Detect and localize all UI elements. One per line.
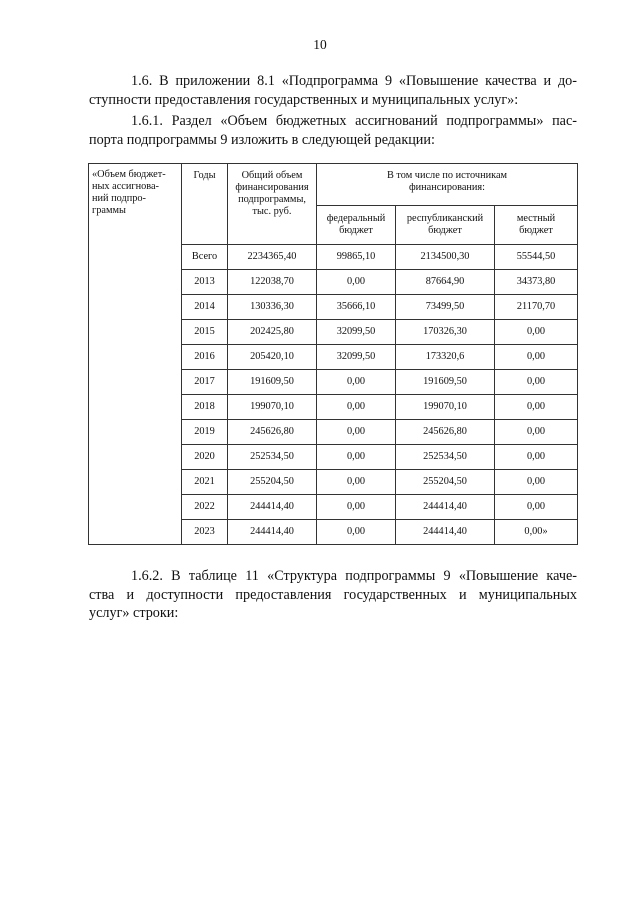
paragraph-line: порта подпрограммы 9 изложить в следующей редакции: [89, 131, 435, 148]
paragraph-1-6-2 [89, 567, 577, 623]
header-sources-line: В том числе по источникам [386, 170, 508, 181]
cell-federal: 0,00 [317, 470, 396, 495]
cell-total: 252534,50 [228, 445, 317, 470]
cell-year: 2016 [182, 345, 228, 370]
cell-republic: 245626,80 [396, 420, 495, 445]
cell-federal: 0,00 [317, 370, 396, 395]
header-local-line: местный [516, 213, 556, 224]
cell-year: 2021 [182, 470, 228, 495]
page-number: 10 [313, 37, 327, 52]
cell-republic: 244414,40 [396, 495, 495, 520]
header-federal-line: федеральный [326, 213, 386, 224]
cell-year: 2014 [182, 295, 228, 320]
paragraph-line: 1.6.1. Раздел «Объем бюджетных ассигнований подпрограммы» пас- [131, 113, 577, 129]
cell-local: 55544,50 [495, 245, 578, 270]
header-republic-line: республиканский [406, 213, 484, 224]
cell-federal: 0,00 [317, 270, 396, 295]
cell-total: 199070,10 [228, 395, 317, 420]
cell-total: 255204,50 [228, 470, 317, 495]
paragraph-line: услуг» строки: [89, 605, 179, 621]
budget-table [88, 163, 578, 545]
cell-total: 191609,50 [228, 370, 317, 395]
cell-local: 0,00 [495, 345, 578, 370]
cell-local: 0,00 [495, 320, 578, 345]
cell-republic: 191609,50 [396, 370, 495, 395]
cell-federal: 32099,50 [317, 320, 396, 345]
paragraph-line: ства и доступности предоставления государственных и муниципальных [89, 586, 577, 603]
header-republic-line: бюджет [428, 225, 462, 236]
cell-republic: 244414,40 [396, 520, 495, 545]
budget-label-line: ных ассигнова- [92, 181, 159, 192]
cell-total: 245626,80 [228, 420, 317, 445]
cell-year: 2023 [182, 520, 228, 545]
cell-total: 202425,80 [228, 320, 317, 345]
cell-year: Всего [182, 245, 228, 270]
cell-year: 2015 [182, 320, 228, 345]
cell-federal: 32099,50 [317, 345, 396, 370]
cell-local: 0,00 [495, 445, 578, 470]
cell-total: 244414,40 [228, 495, 317, 520]
header-years: Годы [182, 164, 228, 245]
cell-total: 130336,30 [228, 295, 317, 320]
header-local [495, 206, 578, 245]
cell-federal: 0,00 [317, 520, 396, 545]
cell-federal: 99865,10 [317, 245, 396, 270]
paragraph-1-6-1 [89, 112, 577, 149]
cell-local: 0,00 [495, 470, 578, 495]
cell-year: 2018 [182, 395, 228, 420]
cell-federal: 0,00 [317, 445, 396, 470]
paragraph-1-6 [89, 72, 577, 109]
cell-local: 0,00 [495, 420, 578, 445]
cell-local: 21170,70 [495, 295, 578, 320]
header-local-line: бюджет [519, 225, 553, 236]
paragraph-line: 1.6.2. В таблице 11 «Структура подпрограммы 9 «Повышение каче- [131, 568, 577, 584]
cell-year: 2022 [182, 495, 228, 520]
header-federal-line: бюджет [339, 225, 373, 236]
paragraph-line: 1.6. В приложении 8.1 «Подпрограмма 9 «Повышение качества и до- [131, 73, 577, 89]
cell-republic: 199070,10 [396, 395, 495, 420]
cell-local: 0,00 [495, 495, 578, 520]
budget-label-cell [89, 164, 182, 545]
cell-local: 0,00» [495, 520, 578, 545]
cell-federal: 0,00 [317, 495, 396, 520]
cell-total: 205420,10 [228, 345, 317, 370]
header-total-line: тыс. руб. [252, 206, 292, 217]
cell-federal: 0,00 [317, 420, 396, 445]
budget-label-line: «Объем бюджет- [92, 169, 166, 180]
cell-total: 2234365,40 [228, 245, 317, 270]
header-total-line: Общий объем [241, 170, 303, 181]
cell-republic: 170326,30 [396, 320, 495, 345]
cell-republic: 73499,50 [396, 295, 495, 320]
cell-local: 34373,80 [495, 270, 578, 295]
cell-year: 2020 [182, 445, 228, 470]
header-republic [396, 206, 495, 245]
cell-republic: 2134500,30 [396, 245, 495, 270]
cell-republic: 255204,50 [396, 470, 495, 495]
budget-label-line: граммы [92, 205, 126, 216]
header-sources-line: финансирования: [408, 182, 486, 193]
cell-federal: 35666,10 [317, 295, 396, 320]
header-total-line: финансирования [235, 182, 309, 193]
header-total-line: подпрограммы, [238, 194, 306, 205]
cell-year: 2017 [182, 370, 228, 395]
cell-republic: 87664,90 [396, 270, 495, 295]
cell-year: 2013 [182, 270, 228, 295]
header-total [228, 164, 317, 245]
cell-year: 2019 [182, 420, 228, 445]
paragraph-line: ступности предоставления государственных и муниципальных услуг»: [89, 91, 519, 108]
cell-total: 122038,70 [228, 270, 317, 295]
cell-republic: 173320,6 [396, 345, 495, 370]
budget-label-line: ний подпро- [92, 193, 146, 204]
header-sources [317, 164, 578, 206]
cell-federal: 0,00 [317, 395, 396, 420]
cell-local: 0,00 [495, 370, 578, 395]
cell-local: 0,00 [495, 395, 578, 420]
cell-total: 244414,40 [228, 520, 317, 545]
cell-republic: 252534,50 [396, 445, 495, 470]
header-federal [317, 206, 396, 245]
